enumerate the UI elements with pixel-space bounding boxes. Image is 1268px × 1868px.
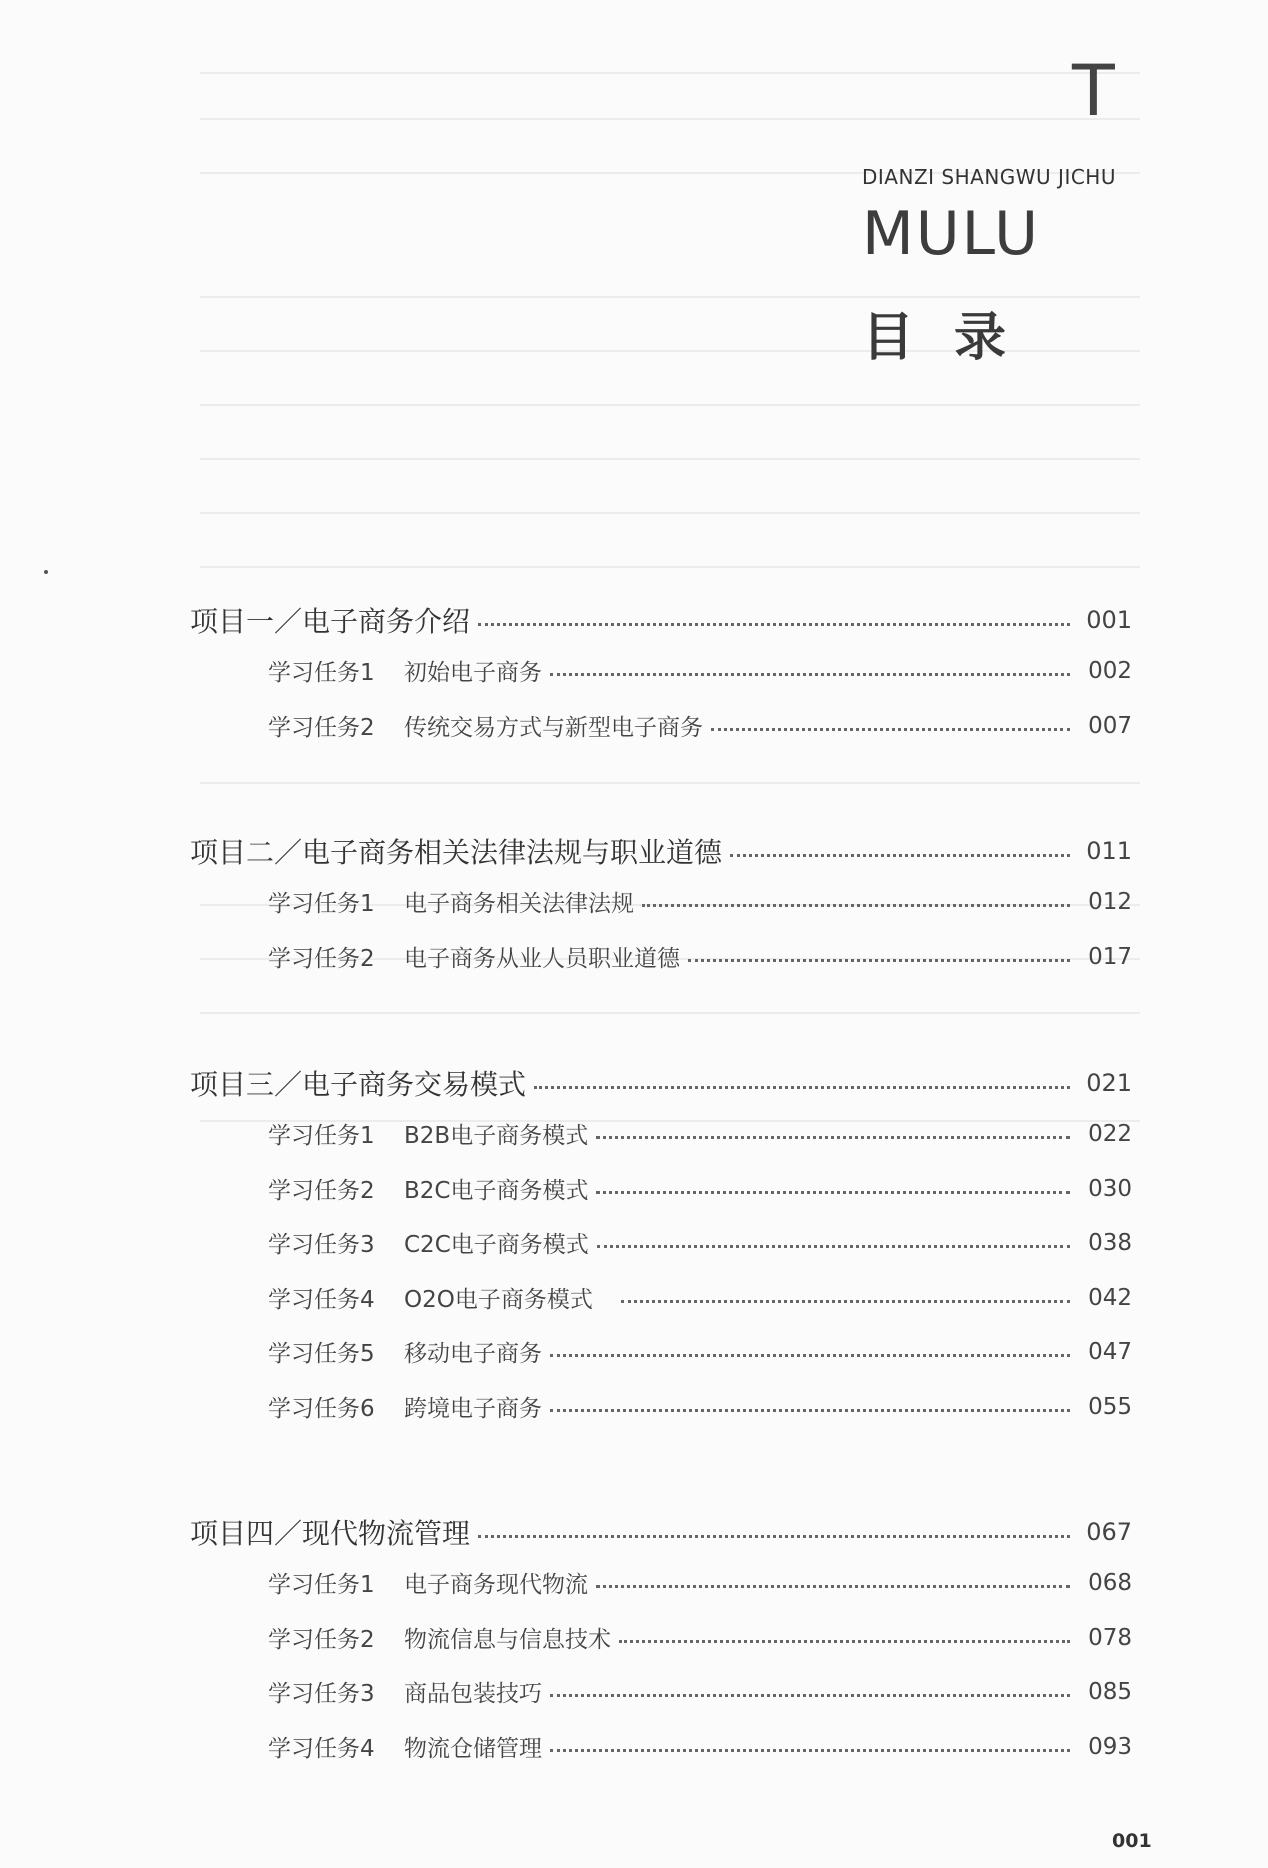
leader-dots: [597, 1245, 1070, 1248]
leader-dots: [596, 1136, 1070, 1139]
page-ref: 038: [1088, 1229, 1132, 1256]
header-mulu: MULU: [862, 199, 1041, 269]
task-number: 学习任务4: [268, 1287, 375, 1313]
leader-dots: [596, 1191, 1070, 1194]
toc-task[interactable]: [268, 1566, 1132, 1599]
task-title: 物流信息与信息技术: [404, 1627, 611, 1653]
page-ref: 042: [1088, 1284, 1132, 1311]
project-title: 项目四／现代物流管理: [190, 1517, 471, 1550]
task-number: 学习任务6: [268, 1396, 375, 1422]
task-number: 学习任务1: [268, 1123, 375, 1149]
toc-task[interactable]: [268, 1281, 1132, 1314]
project-title: 项目二／电子商务相关法律法规与职业道德: [190, 836, 723, 869]
toc-task[interactable]: [268, 1675, 1132, 1708]
toc-project-3[interactable]: [190, 1063, 1132, 1103]
task-title: 物流仓储管理: [404, 1736, 542, 1762]
page-ref: 030: [1088, 1175, 1132, 1202]
page-ref: 085: [1088, 1678, 1132, 1705]
task-number: 学习任务1: [268, 891, 375, 917]
task-title: B2B电子商务模式: [404, 1123, 589, 1149]
project-title: 项目三／电子商务交易模式: [190, 1068, 527, 1101]
header-letter: T: [1072, 50, 1115, 132]
task-title: B2C电子商务模式: [404, 1178, 589, 1204]
project-title: 项目一／电子商务介绍: [190, 605, 471, 638]
leader-dots: [730, 854, 1070, 857]
page-ref: 002: [1088, 657, 1132, 684]
task-title: 传统交易方式与新型电子商务: [404, 715, 703, 741]
toc-task[interactable]: [268, 1117, 1132, 1150]
toc-project-2[interactable]: [190, 831, 1132, 871]
toc-task[interactable]: [268, 940, 1132, 973]
toc-task[interactable]: [268, 654, 1132, 687]
task-title: 移动电子商务: [404, 1341, 542, 1367]
leader-dots: [711, 728, 1070, 731]
page-ref: 021: [1086, 1069, 1132, 1097]
task-number: 学习任务4: [268, 1736, 375, 1762]
page-ref: 047: [1088, 1338, 1132, 1365]
toc-task[interactable]: [268, 1621, 1132, 1654]
toc-project-4[interactable]: [190, 1512, 1132, 1552]
task-title: O2O电子商务模式: [404, 1287, 593, 1313]
toc-task[interactable]: [268, 1172, 1132, 1205]
leader-dots: [621, 1300, 1070, 1303]
task-title: C2C电子商务模式: [404, 1232, 589, 1258]
page-ref: 093: [1088, 1733, 1132, 1760]
leader-dots: [478, 1535, 1070, 1538]
scan-speck: [44, 570, 48, 574]
page-ref: 011: [1086, 837, 1132, 865]
leader-dots: [550, 1354, 1070, 1357]
leader-dots: [550, 1694, 1070, 1697]
page-ref: 078: [1088, 1624, 1132, 1651]
task-number: 学习任务2: [268, 1178, 375, 1204]
page-ref: 067: [1086, 1518, 1132, 1546]
task-number: 学习任务1: [268, 1572, 375, 1598]
page-ref: 017: [1088, 943, 1132, 970]
task-number: 学习任务2: [268, 715, 375, 741]
task-number: 学习任务3: [268, 1232, 375, 1258]
task-title: 电子商务从业人员职业道德: [404, 946, 680, 972]
task-title: 电子商务相关法律法规: [404, 891, 634, 917]
page-ref: 001: [1086, 606, 1132, 634]
toc-task[interactable]: [268, 1730, 1132, 1763]
task-number: 学习任务1: [268, 660, 375, 686]
page-ref: 068: [1088, 1569, 1132, 1596]
toc-task[interactable]: [268, 1390, 1132, 1423]
toc-task[interactable]: [268, 885, 1132, 918]
toc-task[interactable]: [268, 1226, 1132, 1259]
leader-dots: [596, 1585, 1070, 1588]
task-number: 学习任务2: [268, 1627, 375, 1653]
page-ref: 007: [1088, 712, 1132, 739]
leader-dots: [478, 623, 1070, 626]
task-number: 学习任务2: [268, 946, 375, 972]
leader-dots: [642, 904, 1070, 907]
task-number: 学习任务3: [268, 1681, 375, 1707]
page-ref: 022: [1088, 1120, 1132, 1147]
leader-dots: [550, 673, 1070, 676]
toc-project-1[interactable]: [190, 600, 1132, 640]
leader-dots: [688, 959, 1070, 962]
toc-task[interactable]: [268, 709, 1132, 742]
leader-dots: [534, 1086, 1070, 1089]
task-title: 商品包装技巧: [404, 1681, 542, 1707]
leader-dots: [550, 1749, 1070, 1752]
page-ref: 055: [1088, 1393, 1132, 1420]
page-number: 001: [1112, 1830, 1152, 1852]
page-ref: 012: [1088, 888, 1132, 915]
task-title: 跨境电子商务: [404, 1396, 542, 1422]
leader-dots: [550, 1409, 1070, 1412]
leader-dots: [619, 1640, 1070, 1643]
header-title-cn: 目录: [862, 308, 1047, 368]
header-pinyin: DIANZI SHANGWU JICHU: [862, 165, 1116, 189]
toc-task[interactable]: [268, 1335, 1132, 1368]
task-title: 电子商务现代物流: [404, 1572, 588, 1598]
task-title: 初始电子商务: [404, 660, 542, 686]
task-number: 学习任务5: [268, 1341, 375, 1367]
